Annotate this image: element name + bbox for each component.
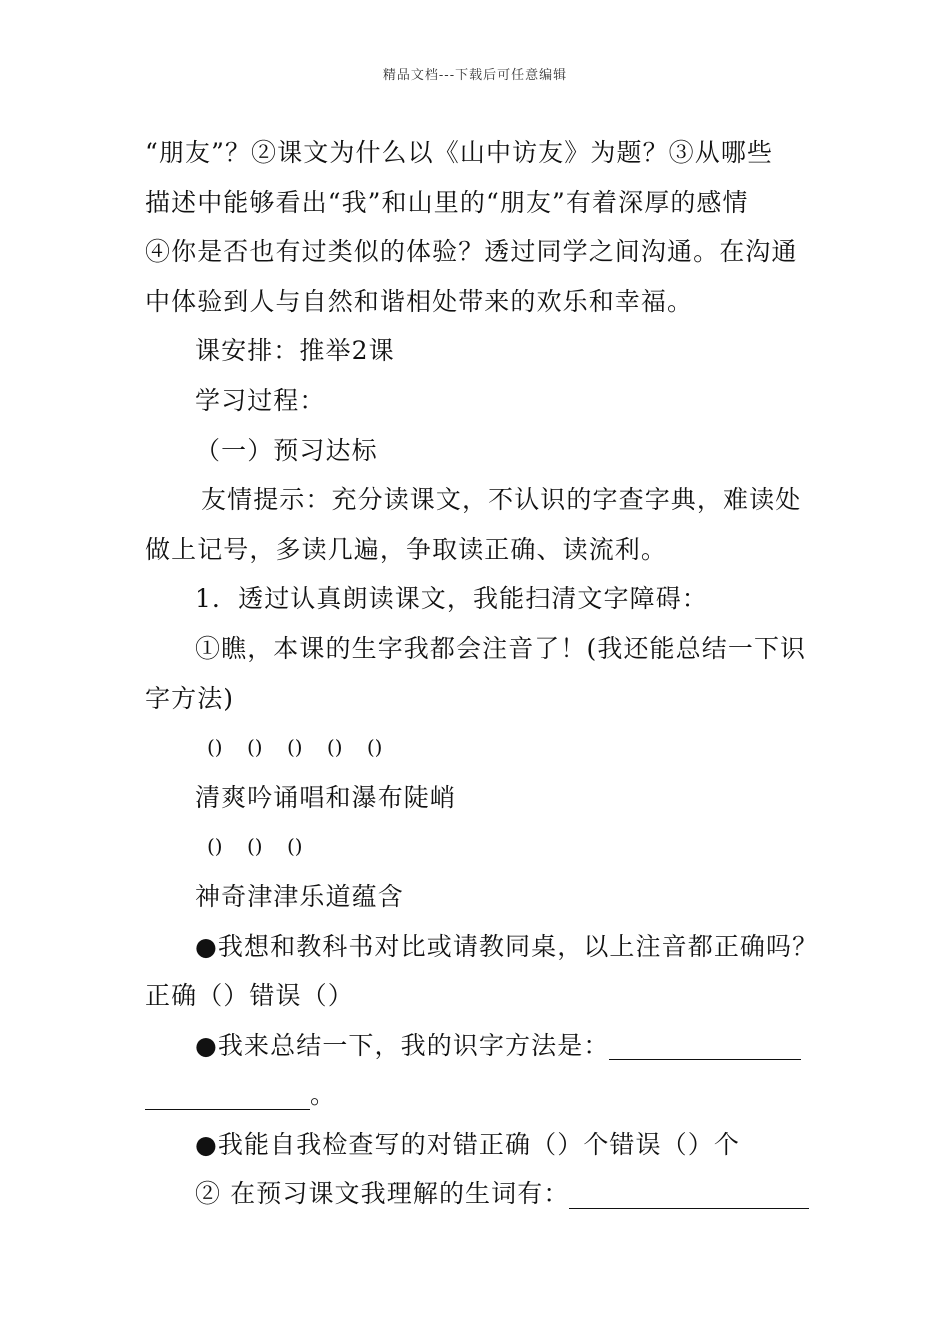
line-end-mark: 。 [310,1080,337,1110]
pinyin-blank[interactable]: () [366,735,383,760]
section-heading-preview: （一）预习达标 [195,435,378,465]
method-line [145,1021,810,1071]
pinyin-blank[interactable]: () [207,735,223,760]
lesson-arrangement: 课安排：推举2课 [195,336,395,366]
pinyin-blank[interactable]: () [207,834,223,859]
task-1-sub-1: ①瞧，本课的生字我都会注音了！(我还能总结一下识 [195,633,807,663]
pinyin-blank[interactable]: () [246,735,263,760]
self-check-line: ●我能自我检查写的对错正确（）个错误（）个 [195,1129,740,1159]
text-line: 字方法) [145,683,235,713]
pinyin-blank[interactable]: () [326,735,343,760]
method-line-continued [145,1070,810,1120]
vocab-prompt: ② 在预习课文我理解的生词有： [195,1179,570,1209]
pinyin-blank[interactable]: () [246,834,263,859]
word-list-1: 清爽吟诵唱和瀑布陡峭 [195,782,457,812]
text-line: 描述中能够看出“我”和山里的“朋友”有着深厚的感情 [145,187,749,217]
pinyin-blank[interactable]: () [286,735,303,760]
answer-blank[interactable] [145,1079,310,1110]
text-line: “朋友”？②课文为什么以《山中访友》为题？③从哪些 [145,138,774,167]
text-line: ④你是否也有过类似的体验？透过同学之间沟通。在沟通 [145,237,798,267]
pinyin-blank[interactable]: () [286,834,303,859]
method-prompt: ●我来总结一下，我的识字方法是： [195,1030,610,1060]
check-answer: 正确（）错误（） [145,981,354,1011]
answer-blank[interactable] [569,1178,809,1209]
learning-process-heading: 学习过程： [195,385,326,415]
document-body [145,128,819,1219]
text-line: 中体验到人与自然和谐相处带来的欢乐和幸福。 [145,286,694,316]
text-line: 做上记号，多读几遍，争取读正确、读流利。 [145,534,668,564]
vocab-line [145,1169,810,1219]
check-question: ●我想和教科书对比或请教同桌，以上注音都正确吗？ [195,931,819,961]
pinyin-blanks-row-1 [145,723,810,773]
page-header: 精品文档---下载后可任意编辑 [382,68,568,83]
task-1: 1．透过认真朗读课文，我能扫清文字障碍： [195,584,708,614]
pinyin-blanks-row-2 [145,822,810,872]
answer-blank[interactable] [609,1029,801,1060]
tip-line: 友情提示：充分读课文，不认识的字查字典，难读处 [201,485,802,515]
word-list-2: 神奇津津乐道蕴含 [195,881,404,911]
